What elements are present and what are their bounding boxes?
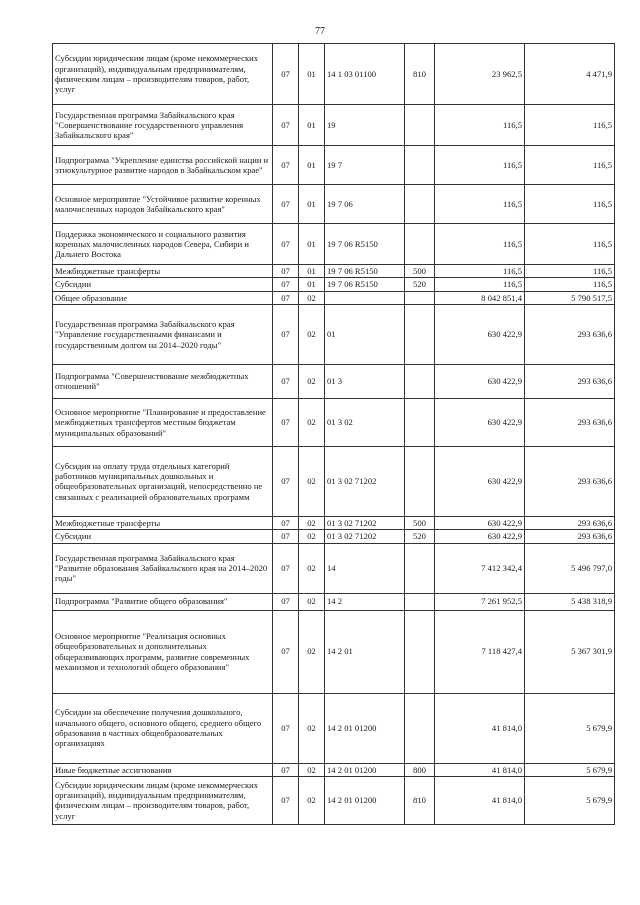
- expense-type-cell: [405, 610, 435, 693]
- row-name-cell: Подпрограмма "Укрепление единства российской нации и этнокультурное развитие народов в Забайкальском крае": [53, 146, 273, 185]
- table-row: [53, 44, 615, 105]
- section-code-cell: 07: [273, 278, 299, 291]
- subsection-code-cell: 02: [299, 304, 325, 364]
- section-code-cell: 07: [273, 530, 299, 543]
- expense-type-cell: [405, 593, 435, 610]
- amount-year2-cell: 116,5: [525, 105, 615, 146]
- section-code-cell: 07: [273, 265, 299, 278]
- section-code-cell: 07: [273, 610, 299, 693]
- target-article-cell: 01 3: [325, 364, 405, 398]
- table-row: [53, 763, 615, 776]
- amount-year2-cell: 293 636,6: [525, 364, 615, 398]
- expense-type-cell: [405, 364, 435, 398]
- expense-type-cell: 500: [405, 265, 435, 278]
- target-article-cell: [325, 291, 405, 304]
- amount-year2-cell: 116,5: [525, 185, 615, 224]
- section-code-cell: 07: [273, 593, 299, 610]
- expense-type-cell: [405, 446, 435, 516]
- row-name-cell: Государственная программа Забайкальского края "Развитие образования Забайкальского края на 2014–2020 годы": [53, 543, 273, 593]
- row-name-cell: Поддержка экономического и социального развития коренных малочисленных народов Севера, Сибири и Дальнего Востока: [53, 224, 273, 265]
- amount-year2-cell: 5 679,9: [525, 763, 615, 776]
- target-article-cell: 19 7 06 R5150: [325, 278, 405, 291]
- section-code-cell: 07: [273, 763, 299, 776]
- target-article-cell: 19 7: [325, 146, 405, 185]
- table-row: [53, 185, 615, 224]
- expense-type-cell: 800: [405, 763, 435, 776]
- expense-type-cell: [405, 304, 435, 364]
- subsection-code-cell: 02: [299, 593, 325, 610]
- subsection-code-cell: 02: [299, 398, 325, 446]
- amount-year1-cell: 116,5: [435, 105, 525, 146]
- row-name-cell: Субсидии на обеспечение получения дошкольного, начального общего, основного общего, среднего общего образования в частных общеобразовательных организациях: [53, 693, 273, 763]
- table-row: [53, 693, 615, 763]
- row-name-cell: Межбюджетные трансферты: [53, 516, 273, 529]
- subsection-code-cell: 01: [299, 105, 325, 146]
- row-name-cell: Основное мероприятие "Реализация основных общеобразовательных и дополнительных общеразвивающих программ, развитие современных механизмов и технологий общего образования": [53, 610, 273, 693]
- amount-year2-cell: 116,5: [525, 265, 615, 278]
- expense-type-cell: [405, 543, 435, 593]
- table-row: [53, 224, 615, 265]
- subsection-code-cell: 02: [299, 446, 325, 516]
- amount-year1-cell: 7 118 427,4: [435, 610, 525, 693]
- amount-year2-cell: 116,5: [525, 278, 615, 291]
- amount-year2-cell: 5 438 318,9: [525, 593, 615, 610]
- row-name-cell: Межбюджетные трансферты: [53, 265, 273, 278]
- budget-table-body: [53, 44, 615, 825]
- row-name-cell: Основное мероприятие "Планирование и предоставление межбюджетных трансфертов местным бюджетам муниципальных образований": [53, 398, 273, 446]
- subsection-code-cell: 02: [299, 530, 325, 543]
- expense-type-cell: [405, 224, 435, 265]
- amount-year1-cell: 7 412 342,4: [435, 543, 525, 593]
- subsection-code-cell: 02: [299, 291, 325, 304]
- target-article-cell: 19 7 06: [325, 185, 405, 224]
- subsection-code-cell: 02: [299, 693, 325, 763]
- target-article-cell: 01 3 02 71202: [325, 530, 405, 543]
- amount-year1-cell: 8 042 851,4: [435, 291, 525, 304]
- amount-year1-cell: 116,5: [435, 278, 525, 291]
- section-code-cell: 07: [273, 291, 299, 304]
- amount-year1-cell: 41 814,0: [435, 693, 525, 763]
- row-name-cell: Основное мероприятие "Устойчивое развитие коренных малочисленных народов Забайкальского края": [53, 185, 273, 224]
- target-article-cell: 01 3 02: [325, 398, 405, 446]
- subsection-code-cell: 01: [299, 44, 325, 105]
- target-article-cell: 01 3 02 71202: [325, 516, 405, 529]
- row-name-cell: Государственная программа Забайкальского края "Совершенствование государственного управления Забайкальского края": [53, 105, 273, 146]
- table-row: [53, 610, 615, 693]
- amount-year2-cell: 116,5: [525, 224, 615, 265]
- row-name-cell: Субсидии юридическим лицам (кроме некоммерческих организаций), индивидуальным предпринимателям, физическим лицам – производителям товаров, работ, услуг: [53, 44, 273, 105]
- table-row: [53, 446, 615, 516]
- target-article-cell: 14 2 01 01200: [325, 763, 405, 776]
- amount-year2-cell: 293 636,6: [525, 304, 615, 364]
- section-code-cell: 07: [273, 516, 299, 529]
- section-code-cell: 07: [273, 304, 299, 364]
- row-name-cell: Иные бюджетные ассигнования: [53, 763, 273, 776]
- table-row: [53, 291, 615, 304]
- table-row: [53, 543, 615, 593]
- expense-type-cell: [405, 105, 435, 146]
- amount-year2-cell: 293 636,6: [525, 446, 615, 516]
- expense-type-cell: 520: [405, 278, 435, 291]
- amount-year2-cell: 5 496 797,0: [525, 543, 615, 593]
- row-name-cell: Субсидии: [53, 530, 273, 543]
- expense-type-cell: 810: [405, 44, 435, 105]
- section-code-cell: 07: [273, 146, 299, 185]
- amount-year1-cell: 7 261 952,5: [435, 593, 525, 610]
- row-name-cell: Подпрограмма "Развитие общего образования": [53, 593, 273, 610]
- target-article-cell: 14 1 03 01100: [325, 44, 405, 105]
- amount-year1-cell: 116,5: [435, 224, 525, 265]
- target-article-cell: 14 2 01 01200: [325, 693, 405, 763]
- amount-year2-cell: 5 367 301,9: [525, 610, 615, 693]
- section-code-cell: 07: [273, 776, 299, 824]
- subsection-code-cell: 01: [299, 185, 325, 224]
- expense-type-cell: [405, 185, 435, 224]
- subsection-code-cell: 02: [299, 364, 325, 398]
- subsection-code-cell: 02: [299, 776, 325, 824]
- target-article-cell: 14 2 01: [325, 610, 405, 693]
- amount-year2-cell: 5 790 517,5: [525, 291, 615, 304]
- budget-table: [52, 43, 615, 825]
- section-code-cell: 07: [273, 224, 299, 265]
- table-row: [53, 265, 615, 278]
- section-code-cell: 07: [273, 44, 299, 105]
- expense-type-cell: [405, 291, 435, 304]
- table-row: [53, 398, 615, 446]
- table-row: [53, 105, 615, 146]
- target-article-cell: 14: [325, 543, 405, 593]
- subsection-code-cell: 01: [299, 224, 325, 265]
- amount-year2-cell: 293 636,6: [525, 398, 615, 446]
- amount-year2-cell: 293 636,6: [525, 516, 615, 529]
- section-code-cell: 07: [273, 364, 299, 398]
- expense-type-cell: 500: [405, 516, 435, 529]
- amount-year2-cell: 4 471,9: [525, 44, 615, 105]
- subsection-code-cell: 02: [299, 763, 325, 776]
- subsection-code-cell: 02: [299, 516, 325, 529]
- table-row: [53, 516, 615, 529]
- section-code-cell: 07: [273, 693, 299, 763]
- table-row: [53, 593, 615, 610]
- subsection-code-cell: 01: [299, 278, 325, 291]
- row-name-cell: Субсидии: [53, 278, 273, 291]
- section-code-cell: 07: [273, 446, 299, 516]
- row-name-cell: Государственная программа Забайкальского края "Управление государственными финансами и государственным долгом на 2014–2020 годы": [53, 304, 273, 364]
- amount-year1-cell: 630 422,9: [435, 446, 525, 516]
- amount-year1-cell: 630 422,9: [435, 364, 525, 398]
- row-name-cell: Субсидии юридическим лицам (кроме некоммерческих организаций), индивидуальным предпринимателям, физическим лицам – производителям товаров, работ, услуг: [53, 776, 273, 824]
- subsection-code-cell: 02: [299, 543, 325, 593]
- amount-year1-cell: 630 422,9: [435, 530, 525, 543]
- amount-year1-cell: 630 422,9: [435, 516, 525, 529]
- subsection-code-cell: 01: [299, 146, 325, 185]
- section-code-cell: 07: [273, 105, 299, 146]
- table-row: [53, 304, 615, 364]
- section-code-cell: 07: [273, 398, 299, 446]
- amount-year1-cell: 41 814,0: [435, 763, 525, 776]
- table-row: [53, 776, 615, 824]
- subsection-code-cell: 01: [299, 265, 325, 278]
- section-code-cell: 07: [273, 185, 299, 224]
- subsection-code-cell: 02: [299, 610, 325, 693]
- amount-year1-cell: 630 422,9: [435, 398, 525, 446]
- amount-year1-cell: 41 814,0: [435, 776, 525, 824]
- section-code-cell: 07: [273, 543, 299, 593]
- amount-year1-cell: 116,5: [435, 265, 525, 278]
- amount-year1-cell: 116,5: [435, 185, 525, 224]
- target-article-cell: 19 7 06 R5150: [325, 265, 405, 278]
- table-row: [53, 278, 615, 291]
- page-number: 77: [315, 26, 325, 37]
- amount-year1-cell: 630 422,9: [435, 304, 525, 364]
- target-article-cell: 01: [325, 304, 405, 364]
- expense-type-cell: [405, 398, 435, 446]
- table-row: [53, 146, 615, 185]
- amount-year2-cell: 5 679,9: [525, 693, 615, 763]
- target-article-cell: 14 2 01 01200: [325, 776, 405, 824]
- expense-type-cell: 520: [405, 530, 435, 543]
- row-name-cell: Субсидия на оплату труда отдельных категорий работников муниципальных дошкольных и общеобразовательных организаций, непосредственно не связанных с реализацией образовательных программ: [53, 446, 273, 516]
- row-name-cell: Подпрограмма "Совершенствование межбюджетных отношений": [53, 364, 273, 398]
- target-article-cell: 14 2: [325, 593, 405, 610]
- target-article-cell: 19 7 06 R5150: [325, 224, 405, 265]
- amount-year1-cell: 23 962,5: [435, 44, 525, 105]
- amount-year1-cell: 116,5: [435, 146, 525, 185]
- target-article-cell: 19: [325, 105, 405, 146]
- table-row: [53, 364, 615, 398]
- table-row: [53, 530, 615, 543]
- amount-year2-cell: 5 679,9: [525, 776, 615, 824]
- row-name-cell: Общее образование: [53, 291, 273, 304]
- expense-type-cell: [405, 146, 435, 185]
- target-article-cell: 01 3 02 71202: [325, 446, 405, 516]
- amount-year2-cell: 116,5: [525, 146, 615, 185]
- expense-type-cell: 810: [405, 776, 435, 824]
- amount-year2-cell: 293 636,6: [525, 530, 615, 543]
- expense-type-cell: [405, 693, 435, 763]
